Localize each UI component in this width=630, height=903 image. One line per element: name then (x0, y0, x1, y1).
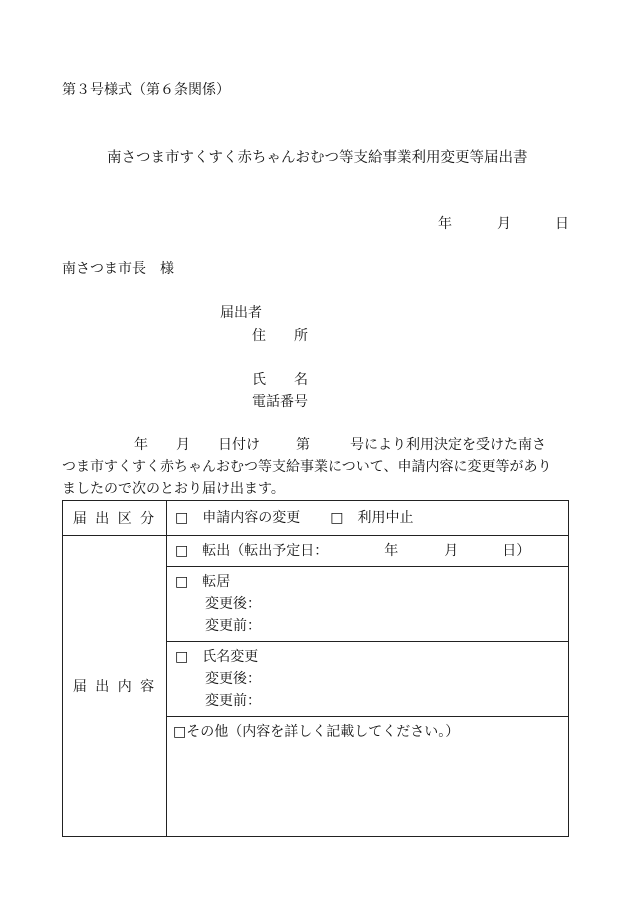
checkbox-change-icon[interactable]: □ (175, 510, 189, 526)
name-change-label: 氏名変更 (202, 649, 259, 665)
intro-month: 月 (176, 437, 190, 453)
category-options (167, 501, 569, 536)
intro-line-2: つま市すくすく赤ちゃんおむつ等支給事業について、申請内容に変更等があり (62, 459, 552, 475)
category-label: 届 出 区 分 (63, 501, 167, 536)
move-out-month: 月 (444, 543, 459, 559)
name-label: 氏 名 (252, 372, 308, 388)
move-out-cell (167, 536, 569, 567)
checkbox-relocation-icon[interactable]: □ (175, 574, 189, 590)
intro-paragraph (62, 434, 572, 500)
document-title: 南さつま市すくすく赤ちゃんおむつ等支給事業利用変更等届出書 (107, 150, 528, 166)
other-label: □その他（内容を詳しく記載してください。） (173, 724, 460, 740)
move-out-day: 日） (502, 543, 531, 559)
checkbox-name-change-icon[interactable]: □ (175, 649, 189, 665)
intro-line-3: ましたので次のとおり届け出ます。 (62, 481, 285, 497)
relocation-cell (167, 567, 569, 642)
checkbox-stop-icon[interactable]: □ (330, 510, 344, 526)
checkbox-move-out-icon[interactable]: □ (175, 543, 189, 559)
move-out-year: 年 (384, 543, 399, 559)
content-label: 届 出 内 容 (63, 536, 167, 837)
relocation-before: 変更前： (205, 618, 261, 634)
move-out-label: 転出（転出予定日： (202, 543, 329, 559)
name-change-after: 変更後： (205, 671, 261, 687)
other-cell[interactable] (167, 717, 569, 837)
option-change: 申請内容の変更 (202, 510, 301, 526)
intro-line1-rest: 号により利用決定を受けた南さ (350, 437, 546, 453)
name-change-before: 変更前： (205, 693, 261, 709)
intro-number-prefix: 第 (296, 437, 310, 453)
date-year: 年 (438, 216, 452, 232)
date-month: 月 (497, 216, 511, 232)
notification-table (62, 500, 569, 837)
address-label: 住 所 (252, 328, 308, 344)
relocation-after: 変更後： (205, 596, 261, 612)
category-row (63, 501, 569, 536)
applicant-label: 届出者 (220, 305, 262, 321)
intro-line-1 (62, 434, 572, 456)
intro-date-suffix: 日付け (218, 437, 260, 453)
date-day: 日 (555, 216, 569, 232)
form-number: 第３号様式（第６条関係） (62, 82, 230, 98)
name-change-cell (167, 642, 569, 717)
intro-year: 年 (134, 437, 148, 453)
relocation-label: 転居 (202, 574, 231, 590)
phone-label: 電話番号 (252, 394, 308, 410)
option-stop: 利用中止 (357, 510, 414, 526)
addressee: 南さつま市長 様 (62, 261, 174, 277)
move-out-row (63, 536, 569, 567)
